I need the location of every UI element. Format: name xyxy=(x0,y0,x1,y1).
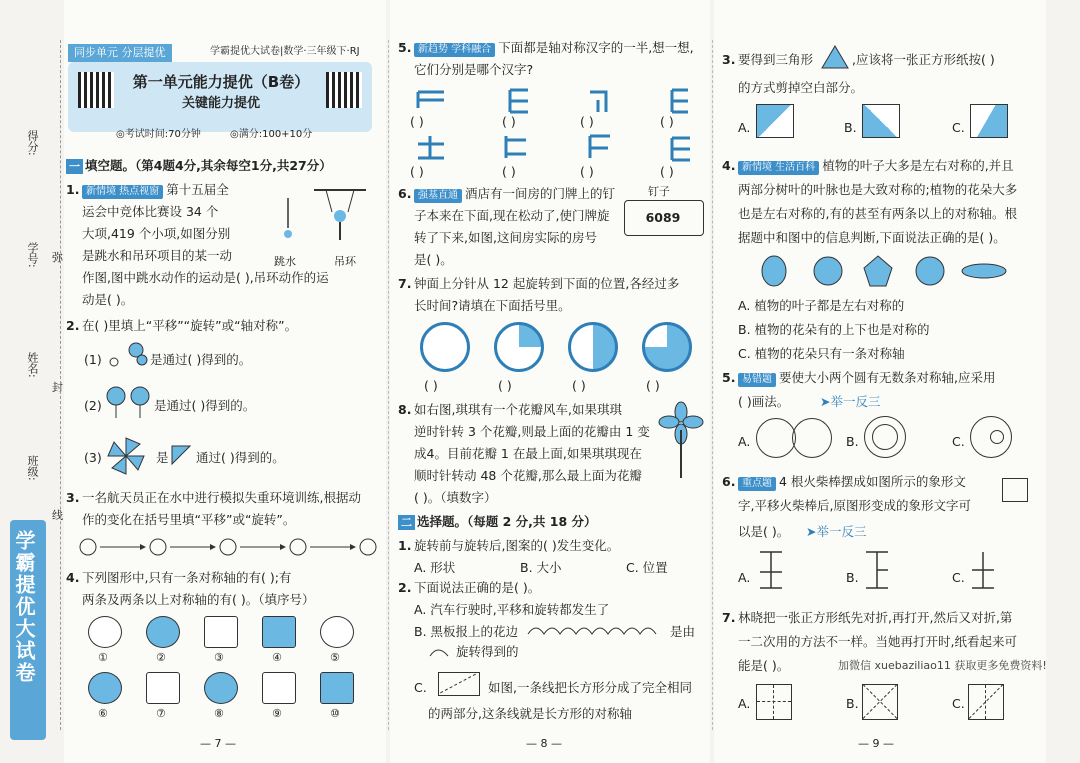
p9-q3-text-2: ,应该将一张正方形纸按( ) xyxy=(852,52,995,67)
q2-3-number: (3) xyxy=(84,450,102,465)
c2-option-a[interactable]: A. 汽车行驶时,平移和旋转都发生了 xyxy=(414,602,610,617)
c2-number: 2. xyxy=(398,580,412,595)
q1-text-4: 是跳水和吊环项目的某一动 xyxy=(82,248,233,263)
seal-char-feng: 封 xyxy=(52,381,63,394)
q3-text-1: 一名航天员正在水中进行模拟失重环境训练,根据动 xyxy=(82,490,361,505)
clock-1 xyxy=(420,322,470,372)
q4-shape-9 xyxy=(262,672,296,704)
p9-q3-label-a[interactable]: A. xyxy=(738,120,751,135)
q5-answer-5[interactable]: ( ) xyxy=(410,164,424,179)
q1-text-1: 第十五届全 xyxy=(166,182,229,197)
c1-number: 1. xyxy=(398,538,412,553)
p9-q4-text-2: 两部分树叶的叶脉也是大致对称的;植物的花朵大多 xyxy=(738,182,1018,197)
wechat-promo: 加微信 xuebaziliao11 获取更多免费资料! xyxy=(838,659,1047,672)
triangle-icon xyxy=(170,444,192,466)
q1-text-2: 运会中竞体比赛设 34 个 xyxy=(82,204,219,219)
q4-shape-label-6: ⑥ xyxy=(98,707,108,720)
c2-text: 下面说法正确的是( )。 xyxy=(414,580,541,595)
diving-rings-figure xyxy=(266,188,374,250)
q1-line1 xyxy=(82,182,229,199)
q4-shape-4 xyxy=(262,616,296,648)
q6-number: 6. xyxy=(398,186,412,201)
p9-q6-text-2: 字,平移火柴棒后,原图形变成的象形文字可 xyxy=(738,498,971,513)
binding-margin xyxy=(0,0,70,763)
section-2-number: 二 xyxy=(398,515,415,530)
q4-shape-label-5: ⑤ xyxy=(330,651,340,664)
flowers-icon xyxy=(104,384,152,420)
q1-text-5: 作图,图中跳水动作的运动是( ),吊环动作的运 xyxy=(82,270,329,285)
butterfly-icon xyxy=(106,340,150,370)
c2-option-c-2: 如图,一条线把长方形分成了完全相同 xyxy=(488,680,692,695)
q4-shape-8 xyxy=(204,672,238,704)
q4-text-1: 下列图形中,只有一条对称轴的有( );有 xyxy=(82,570,292,585)
q7-answer-1[interactable]: ( ) xyxy=(424,378,438,393)
p9-q7-text-2: 一二次用的方法不一样。当她再打开时,纸看起来可 xyxy=(738,634,1017,649)
q4-shape-label-7: ⑦ xyxy=(156,707,166,720)
q4-shape-label-8: ⑧ xyxy=(214,707,224,720)
pinwheel-icon xyxy=(106,436,146,476)
series-title: 学霸提优大试卷|数学·三年级下·RJ xyxy=(210,46,360,57)
q4-shape-1 xyxy=(88,616,122,648)
seal-char-mi: 弥 xyxy=(52,251,63,264)
half-characters xyxy=(410,86,700,166)
p9-q3-option-a[interactable] xyxy=(756,104,794,138)
q4-text-2: 两条及两条以上对称轴的有( )。（填序号） xyxy=(82,592,315,607)
p9-q7-label-a[interactable]: A. xyxy=(738,696,751,711)
p9-q5-line1 xyxy=(738,370,995,387)
p9-q3-label-c[interactable]: C. xyxy=(952,120,965,135)
seal-char-xian: 线 xyxy=(52,509,63,522)
q6-line1 xyxy=(414,186,615,203)
q7-text-2: 长时间?请填在下面括号里。 xyxy=(414,298,571,313)
q7-answer-4[interactable]: ( ) xyxy=(646,378,660,393)
c2-option-b-1[interactable]: B. 黑板报上的花边 xyxy=(414,624,519,639)
p9-q7-number: 7. xyxy=(722,610,736,625)
c1-option-c[interactable]: C. 位置 xyxy=(626,560,668,575)
unit-band-tag: 同步单元 分层提优 xyxy=(68,44,172,62)
q1-text-6: 动是( )。 xyxy=(82,292,134,307)
p9-q4-line1 xyxy=(738,158,1014,175)
p9-q5-label-b[interactable]: B. xyxy=(846,434,859,449)
p9-q6-text-3: 以是( )。 xyxy=(738,524,790,539)
p9-q6-number: 6. xyxy=(722,474,736,489)
q5-answer-6[interactable]: ( ) xyxy=(502,164,516,179)
p9-q5-text-1: 要使大小两个圆有无数条对称轴,应采用 xyxy=(779,370,996,385)
q4-shape-label-1: ① xyxy=(98,651,108,664)
circle-b-inner[interactable] xyxy=(872,424,898,450)
p9-q7-option-c[interactable] xyxy=(968,684,1004,720)
cut-line xyxy=(60,40,61,730)
p9-q4-option-c[interactable]: C. 植物的花朵只有一条对称轴 xyxy=(738,346,905,361)
q5-answer-3[interactable]: ( ) xyxy=(580,114,594,129)
p9-q6-line1 xyxy=(738,474,966,491)
qr-code-right[interactable] xyxy=(326,72,362,108)
pattern-unit-icon xyxy=(428,644,452,658)
q2-3-text: 通过( )得到的。 xyxy=(196,450,285,465)
p9-q4-option-a[interactable]: A. 植物的叶子都是左右对称的 xyxy=(738,298,905,313)
p9-q6-link[interactable]: ➤举一反三 xyxy=(806,524,867,539)
q6-text-1: 酒店有一间房的门牌上的钉 xyxy=(465,186,616,201)
page-9-number: — 9 — xyxy=(858,737,894,750)
p9-q5-link[interactable]: ➤举一反三 xyxy=(820,394,881,409)
c1-option-a[interactable]: A. 形状 xyxy=(414,560,456,575)
q5-line1 xyxy=(414,40,694,57)
q8-text-3: 成4。目前花瓣 1 在最上面,如果琪琪现在 xyxy=(414,446,642,461)
q3-number: 3. xyxy=(66,490,80,505)
p9-q7-option-b[interactable] xyxy=(862,684,898,720)
p9-q6-text-1: 4 根火柴棒摆成如图所示的象形文 xyxy=(779,474,966,489)
q8-text-2: 逆时针转 3 个花瓣,则最上面的花瓣由 1 变 xyxy=(414,424,650,439)
rectangle-figure xyxy=(438,672,480,696)
p9-q3-option-c[interactable] xyxy=(970,104,1008,138)
q8-text-4: 顺时针转动 48 个花瓣,那么最上面为花瓣 xyxy=(414,468,642,483)
q2-3-is: 是 xyxy=(156,450,169,465)
q4-shape-7 xyxy=(146,672,180,704)
q5-answer-1[interactable]: ( ) xyxy=(410,114,424,129)
q4-shape-label-9: ⑨ xyxy=(272,707,282,720)
p9-q5-tag: 易错题 xyxy=(738,373,776,387)
q4-shape-3 xyxy=(204,616,238,648)
p9-q4-number: 4. xyxy=(722,158,736,173)
p9-q5-label-a[interactable]: A. xyxy=(738,434,751,449)
border-pattern-icon xyxy=(526,622,666,638)
brand-text: 学霸提优大试卷 xyxy=(12,530,36,684)
q7-answer-2[interactable]: ( ) xyxy=(498,378,512,393)
qr-code-left[interactable] xyxy=(78,72,114,108)
p9-q6-label-c[interactable]: C. xyxy=(952,570,965,585)
class-label: 班级: xyxy=(26,455,39,481)
p9-q4-tag: 新情境 生活百科 xyxy=(738,161,819,175)
p9-q3-number: 3. xyxy=(722,52,736,67)
p9-q6-option-b[interactable] xyxy=(862,548,892,592)
circle-c-inner[interactable] xyxy=(990,430,1004,444)
q4-shape-6 xyxy=(88,672,122,704)
q8-text-5: ( )。（填数字） xyxy=(414,490,497,505)
q2-1-text: 是通过( )得到的。 xyxy=(150,352,252,367)
p9-q6-tag: 重点题 xyxy=(738,477,776,491)
q7-text-1: 钟面上分针从 12 起旋转到下面的位置,各经过多 xyxy=(414,276,680,291)
c1-option-b[interactable]: B. 大小 xyxy=(520,560,562,575)
matchstick-figure xyxy=(1002,478,1028,502)
q4-shape-5 xyxy=(320,616,354,648)
p9-q7-label-b[interactable]: B. xyxy=(846,696,859,711)
q6-text-3: 转了下来,如图,这间房实际的房号 xyxy=(414,230,597,245)
p9-q6-label-b[interactable]: B. xyxy=(846,570,859,585)
circle-a1[interactable] xyxy=(756,418,796,458)
q4-number: 4. xyxy=(66,570,80,585)
q2-2-number: (2) xyxy=(84,398,102,413)
c2-option-b-2: 是由 xyxy=(670,624,696,639)
clock-4 xyxy=(642,322,692,372)
circle-a2[interactable] xyxy=(792,418,832,458)
q5-number: 5. xyxy=(398,40,412,55)
section-1-heading xyxy=(66,158,332,174)
p9-q4-option-b[interactable]: B. 植物的花朵有的上下也是对称的 xyxy=(738,322,930,337)
q5-answer-2[interactable]: ( ) xyxy=(502,114,516,129)
petal-pinwheel-icon xyxy=(658,400,704,480)
p9-q7-text-3: 能是( )。 xyxy=(738,658,790,673)
p9-q6-option-c[interactable] xyxy=(968,548,998,592)
p9-q7-label-c[interactable]: C. xyxy=(952,696,965,711)
page-divider-2 xyxy=(712,40,713,730)
q5-answer-7[interactable]: ( ) xyxy=(580,164,594,179)
q4-shape-label-2: ② xyxy=(156,651,166,664)
clock-2 xyxy=(494,322,544,372)
q1-number: 1. xyxy=(66,182,80,197)
full-score: ◎满分:100+10分 xyxy=(230,129,313,140)
q2-text: 在( )里填上“平移”“旋转”或“轴对称”。 xyxy=(82,318,298,333)
p9-q5-label-c[interactable]: C. xyxy=(952,434,965,449)
c1-text: 旋转前与旋转后,图案的( )发生变化。 xyxy=(414,538,620,553)
room-number: 6089 xyxy=(645,210,681,225)
page-7-number: — 7 — xyxy=(200,737,236,750)
q6-tag: 强基直通 xyxy=(414,189,462,203)
p9-q3-text-3: 的方式剪掉空白部分。 xyxy=(738,80,864,95)
q5-answer-8[interactable]: ( ) xyxy=(660,164,674,179)
section-2-title: 选择题。（每题 2 分,共 18 分） xyxy=(417,514,597,529)
page-subtitle: 关键能力提优 xyxy=(181,96,260,111)
p9-q7-option-a[interactable] xyxy=(756,684,792,720)
c2-option-c-1[interactable]: C. xyxy=(414,680,427,695)
p9-q4-text-3: 也是左右对称的,有的甚至有两条以上的对称轴。根 xyxy=(738,206,1017,221)
q4-shape-label-4: ④ xyxy=(272,651,282,664)
clock-3 xyxy=(568,322,618,372)
p9-q3-text-1: 要得到三角形 xyxy=(738,52,814,67)
q6-text-4: 是( )。 xyxy=(414,252,453,267)
c2-option-c-3: 的两部分,这条线就是长方形的对称轴 xyxy=(428,706,632,721)
section-2-heading xyxy=(398,514,597,530)
page-divider-1 xyxy=(388,40,389,730)
q5-text-2: 它们分别是哪个汉字? xyxy=(414,62,534,77)
name-label: 姓名: xyxy=(26,352,39,378)
student-no-label: 学号: xyxy=(26,242,39,268)
rings-caption: 吊环 xyxy=(334,255,356,268)
p9-q5-number: 5. xyxy=(722,370,736,385)
plant-figures xyxy=(758,254,1028,288)
q1-tag: 新情境 热点视窗 xyxy=(82,185,163,199)
exam-time: ◎考试时间:70分钟 xyxy=(116,129,201,140)
page-title: 第一单元能力提优（B卷） xyxy=(132,73,310,91)
section-1-number: 一 xyxy=(66,159,83,174)
diving-caption: 跳水 xyxy=(274,255,296,268)
q6-text-2: 子本来在下面,现在松动了,使门牌旋 xyxy=(414,208,610,223)
q4-shape-label-3: ③ xyxy=(214,651,224,664)
q8-text-1: 如右图,琪琪有一个花瓣风车,如果琪琪 xyxy=(414,402,622,417)
q2-number: 2. xyxy=(66,318,80,333)
q5-answer-4[interactable]: ( ) xyxy=(660,114,674,129)
p9-q6-label-a[interactable]: A. xyxy=(738,570,751,585)
score-label: 得分: xyxy=(26,130,39,156)
q4-shape-2 xyxy=(146,616,180,648)
q3-text-2: 作的变化在括号里填“平移”或“旋转”。 xyxy=(82,512,296,527)
page-8-number: — 8 — xyxy=(526,737,562,750)
q5-text-1: 下面都是轴对称汉字的一半,想一想, xyxy=(498,40,694,55)
q8-number: 8. xyxy=(398,402,412,417)
q2-1-number: (1) xyxy=(84,352,102,367)
q2-2-text: 是通过( )得到的。 xyxy=(154,398,256,413)
q7-number: 7. xyxy=(398,276,412,291)
triangle-target-icon xyxy=(820,44,850,70)
section-1-title: 填空题。（第4题4分,其余每空1分,共27分） xyxy=(85,158,332,173)
p9-q6-option-a[interactable] xyxy=(756,548,786,592)
p9-q7-text-1: 林晓把一张正方形纸先对折,再打开,然后又对折,第 xyxy=(738,610,1013,625)
p9-q3-label-b[interactable]: B. xyxy=(844,120,857,135)
q1-text-3: 大项,419 个小项,如图分别 xyxy=(82,226,231,241)
nail-caption: 钉子 xyxy=(648,185,670,198)
p9-q4-text-1: 植物的叶子大多是左右对称的,并且 xyxy=(822,158,1014,173)
q7-answer-3[interactable]: ( ) xyxy=(572,378,586,393)
q4-shape-label-10: ⑩ xyxy=(330,707,340,720)
c2-option-b-3: 旋转得到的 xyxy=(456,644,519,659)
astronaut-sequence xyxy=(76,534,380,560)
q5-tag: 新趋势 学科融合 xyxy=(414,43,495,57)
p9-q4-text-4: 据题中和图中的信息判断,下面说法正确的是( )。 xyxy=(738,230,1006,245)
p9-q3-option-b[interactable] xyxy=(862,104,900,138)
p9-q5-text-2: ( )画法。 xyxy=(738,394,790,409)
q4-shape-10 xyxy=(320,672,354,704)
